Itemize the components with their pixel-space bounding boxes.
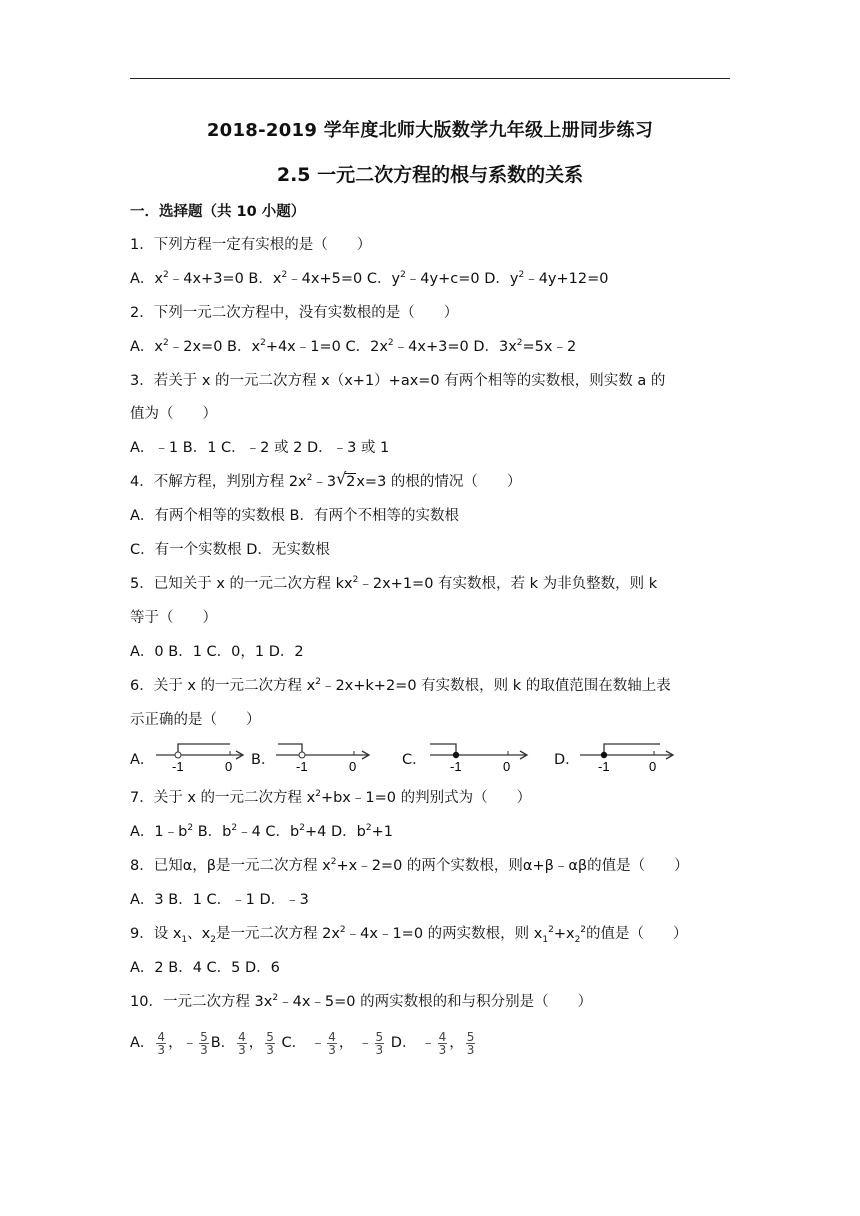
q7-options: A．$1﹣b^2$ B．$b^2﹣4$ C．$b^2+4$ D．$b^2+1$	[130, 823, 393, 840]
q4-options-ab: A．有两个相等的实数根 B．有两个不相等的实数根	[130, 508, 459, 524]
document-title: 2018-2019 学年度北师大版数学九年级上册同步练习	[206, 120, 654, 141]
q1-stem: 1．下列方程一定有实根的是（ ）	[130, 237, 372, 253]
q9-stem: 9．设 $x_1$、$x_2$是一元二次方程 $2x^2﹣4x﹣1=0$ 的两实数根，则 $x_1^2+x_2^2$的值是（ ）	[130, 925, 688, 945]
q2-stem: 2．下列一元二次方程中，没有实数根的是（ ）	[130, 305, 459, 321]
q3-options: A．﹣1 B．1 C．﹣2 或 2 D．﹣3 或 1	[130, 440, 390, 456]
fraction: $\frac{4}{3}$	[157, 1029, 166, 1057]
q6-stem-line1: 6．关于 x 的一元二次方程 $x^2﹣2x+k+2=0$ 有实数根，则 k 的取值范围在数轴上表	[130, 677, 671, 694]
q5-stem-line1: 5．已知关于 x 的一元二次方程 $kx^2﹣2x+1=0$ 有实数根，若 k 为非负整数，则 k	[130, 575, 658, 592]
q5-options: A．0 B．1 C．0，1 D．2	[130, 644, 304, 660]
q10-stem: 10．一元二次方程 $3x^2﹣4x﹣5=0$ 的两实数根的和与积分别是（ ）	[130, 993, 593, 1010]
number-line-b	[272, 740, 372, 774]
q6-option-b-label: B．	[251, 752, 276, 768]
q1-options: A．$x^2﹣4x+3=0$ B．$x^2﹣4x+5=0$ C．$y^2﹣4y+c=0$ D．$y^2﹣4y+12=0$	[130, 270, 609, 287]
fraction: $\frac{5}{3}$	[375, 1029, 384, 1057]
fraction: $\frac{4}{3}$	[238, 1029, 246, 1057]
q8-stem: 8．已知α，β是一元二次方程 $x^2+x﹣2=0$ 的两个实数根，则α+β﹣αβ的值是（ ）	[130, 857, 689, 874]
q3-stem-line1: 3．若关于 x 的一元二次方程 x（x+1）+ax=0 有两个相等的实数根，则实数 a 的	[130, 373, 666, 389]
q6-stem-line2: 示正确的是（ ）	[130, 712, 261, 728]
number-line-a	[152, 740, 248, 774]
q5-stem-line2: 等于（ ）	[130, 610, 217, 626]
number-line-d	[576, 740, 676, 774]
tick-label-neg1: -1	[598, 759, 610, 774]
q6-option-a-label: A．	[130, 752, 155, 768]
tick-label-0: 0	[349, 759, 357, 774]
q6-option-c-label: C．	[402, 752, 427, 768]
tick-label-neg1: -1	[172, 759, 184, 774]
q4-options-cd: C．有一个实数根 D．无实数根	[130, 542, 330, 558]
q9-options: A．2 B．4 C．5 D．6	[130, 960, 280, 976]
fraction: $\frac{4}{3}$	[328, 1029, 336, 1057]
q10-options: A． $\frac{4}{3}$ ，﹣ $\frac{5}{3}$ B． $\frac{4}{3}$ ， $\frac{5}{3}$ C． ﹣ $\frac{4}{3}$ ， ﹣ $\frac{5}{3}$ D． ﹣ $\frac{4}{3}$ ， $\frac{5}{3}$	[130, 1029, 475, 1057]
header-rule	[130, 78, 730, 79]
tick-label-neg1: -1	[450, 759, 462, 774]
q3-stem-line2: 值为（ ）	[130, 406, 217, 422]
section-heading: 一．选择题（共 10 小题）	[130, 204, 306, 220]
q8-options: A．3 B．1 C．﹣1 D．﹣3	[130, 892, 309, 908]
sqrt-symbol: √ 2	[336, 469, 356, 490]
fraction: $\frac{5}{3}$	[266, 1029, 274, 1057]
q6-option-d-label: D．	[554, 752, 580, 768]
fraction: $\frac{5}{3}$	[466, 1029, 475, 1057]
tick-label-0: 0	[503, 759, 511, 774]
q4-stem: 4．不解方程，判别方程 $2x^2﹣3$ √ 2x=3 的根的情况（ ）	[130, 469, 522, 490]
tick-label-0: 0	[225, 759, 233, 774]
tick-label-neg1: -1	[296, 759, 308, 774]
q2-options: A．$x^2﹣2x=0$ B．$x^2+4x﹣1=0$ C．$2x^2﹣4x+3=0$ D．$3x^2=5x﹣2$	[130, 338, 577, 355]
q7-stem: 7．关于 x 的一元二次方程 $x^2+bx﹣1=0$ 的判别式为（ ）	[130, 789, 532, 806]
fraction: $\frac{4}{3}$	[438, 1029, 447, 1057]
number-line-c	[426, 740, 530, 774]
fraction: $\frac{5}{3}$	[200, 1029, 208, 1057]
tick-label-0: 0	[649, 759, 657, 774]
document-subtitle: 2.5 一元二次方程的根与系数的关系	[276, 164, 584, 186]
